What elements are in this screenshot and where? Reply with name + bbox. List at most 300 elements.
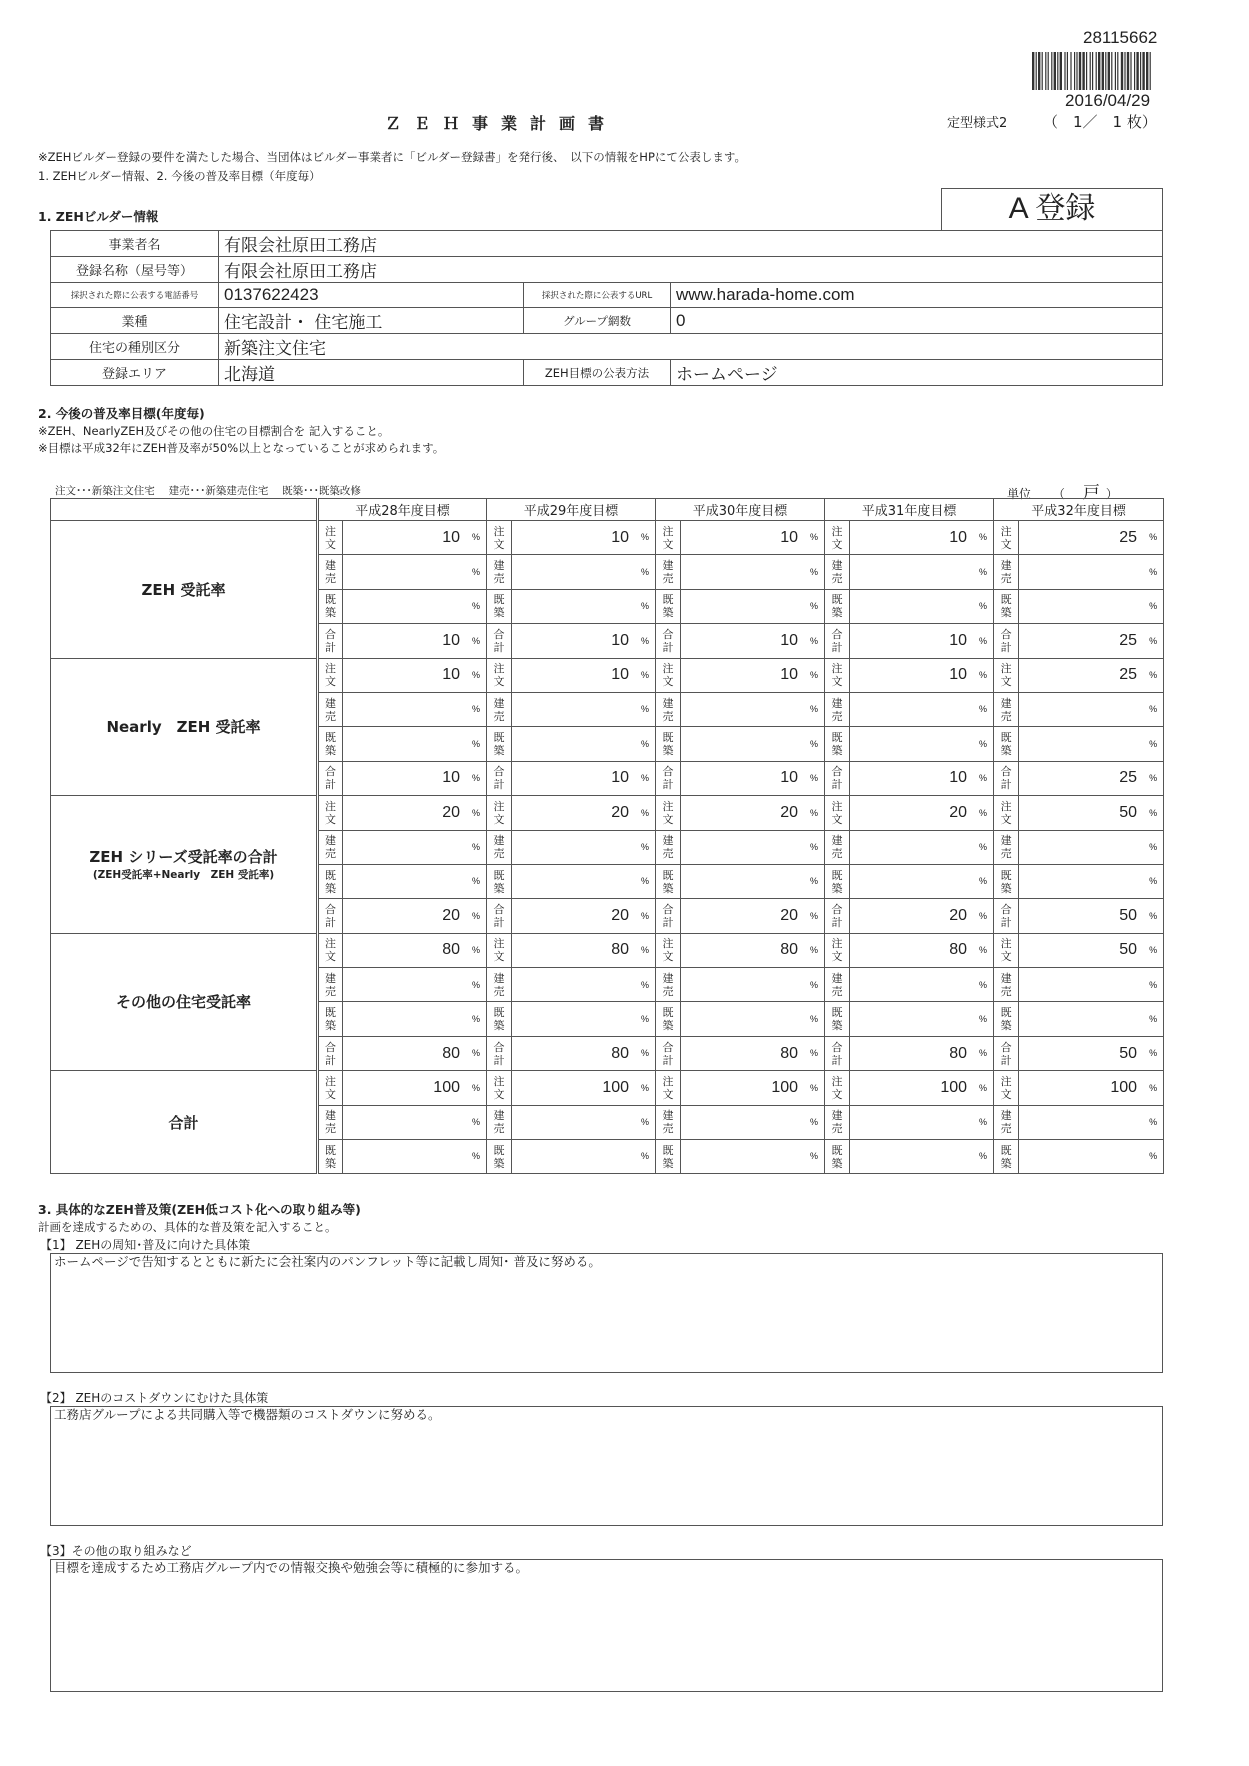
kind-char: 文 <box>325 537 336 551</box>
percent-sign: % <box>810 1151 819 1162</box>
target-value-cell <box>343 796 487 830</box>
kind-char: 築 <box>831 744 843 758</box>
kind-label-order <box>656 658 681 692</box>
kind-char: 計 <box>493 915 505 929</box>
target-value-cell <box>850 1036 994 1070</box>
barcode-bar <box>1038 52 1040 90</box>
target-value-cell <box>850 899 994 933</box>
kind-char: 計 <box>1000 1053 1012 1067</box>
kind-label-order <box>656 521 681 555</box>
kind-label-built <box>994 1105 1019 1139</box>
barcode-bar <box>1115 52 1116 90</box>
kind-label-built <box>994 830 1019 864</box>
section2-note1: ※ZEH、NearlyZEH及びその他の住宅の目標割合を 記入すること。 <box>38 424 390 438</box>
kind-char: 文 <box>1000 537 1012 551</box>
kind-char: 合 <box>1000 765 1012 779</box>
percent-sign: % <box>641 566 650 577</box>
percent-sign: % <box>979 876 988 887</box>
kind-label-built <box>825 555 850 589</box>
percent-sign: % <box>979 1082 988 1093</box>
target-value: 20 <box>611 803 630 821</box>
kind-char: 計 <box>662 1053 674 1067</box>
target-value: 20 <box>442 803 460 821</box>
kind-char: 合 <box>831 627 843 641</box>
kind-char: 売 <box>662 709 674 723</box>
percent-sign: % <box>810 1082 819 1093</box>
kind-char: 建 <box>493 971 505 985</box>
kind-char: 既 <box>325 1143 336 1157</box>
targets-header-row <box>51 499 1164 521</box>
target-value-cell <box>681 933 825 967</box>
percent-sign: % <box>810 1013 819 1024</box>
target-value: 50 <box>1119 1044 1138 1062</box>
target-value-cell <box>681 692 825 726</box>
target-value-cell <box>681 864 825 898</box>
percent-sign: % <box>472 773 481 784</box>
target-value-cell <box>512 899 656 933</box>
percent-sign: % <box>641 1013 650 1024</box>
percent-sign: % <box>472 876 481 887</box>
kind-char: 売 <box>662 1122 674 1136</box>
kind-label-built <box>318 555 343 589</box>
kind-char: 建 <box>1000 696 1012 710</box>
kind-label-existing <box>656 1140 681 1174</box>
registration-badge: A 登録 <box>941 188 1163 230</box>
target-value: 80 <box>442 1044 460 1062</box>
kind-char: 売 <box>1000 572 1012 586</box>
info-row-business <box>51 308 1163 334</box>
kind-char: 注 <box>1000 937 1012 951</box>
kind-char: 合 <box>831 765 843 779</box>
kind-label-total <box>656 761 681 795</box>
targets-row-order <box>51 1071 1164 1105</box>
kind-label-order <box>487 1071 512 1105</box>
target-value-cell <box>681 761 825 795</box>
barcode-bar <box>1060 52 1062 90</box>
kind-label-total <box>318 761 343 795</box>
target-value: 25 <box>1119 631 1138 649</box>
kind-char: 文 <box>662 1087 674 1101</box>
kind-label-built <box>318 1105 343 1139</box>
target-value-cell <box>512 727 656 761</box>
kind-label-order <box>487 933 512 967</box>
target-value-cell <box>343 624 487 658</box>
kind-char: 建 <box>1000 559 1012 573</box>
percent-sign: % <box>641 532 650 543</box>
percent-sign: % <box>979 979 988 990</box>
category-title: ZEH シリーズ受託率の合計 <box>89 848 278 867</box>
kind-label-built <box>487 555 512 589</box>
kind-label-order <box>825 796 850 830</box>
target-value: 50 <box>1119 906 1138 924</box>
kind-label-built <box>487 830 512 864</box>
target-value-cell <box>850 1071 994 1105</box>
target-value-cell <box>681 1105 825 1139</box>
kind-char: 既 <box>831 1143 843 1157</box>
kind-char: 築 <box>325 606 336 620</box>
category-label <box>51 933 318 1071</box>
target-value-cell <box>512 555 656 589</box>
percent-sign: % <box>1149 532 1158 543</box>
barcode-icon <box>1032 52 1212 90</box>
percent-sign: % <box>810 807 819 818</box>
target-value-cell <box>343 727 487 761</box>
target-value-cell <box>850 830 994 864</box>
kind-label-order <box>318 1071 343 1105</box>
kind-char: 計 <box>325 915 336 929</box>
target-value-cell <box>850 521 994 555</box>
barcode-bar <box>1146 52 1148 90</box>
kind-label-total <box>994 624 1019 658</box>
kind-char: 文 <box>493 537 505 551</box>
category-subtitle: (ZEH受託率+Nearly ZEH 受託率) <box>92 869 275 882</box>
kind-char: 計 <box>662 915 674 929</box>
kind-char: 注 <box>1000 799 1012 813</box>
kind-char: 文 <box>831 950 843 964</box>
kind-label-built <box>318 968 343 1002</box>
target-value-cell <box>343 899 487 933</box>
kind-label-order <box>994 796 1019 830</box>
target-value-cell <box>1019 864 1164 898</box>
target-value-cell <box>681 555 825 589</box>
kind-char: 注 <box>831 799 843 813</box>
target-value-cell <box>512 1140 656 1174</box>
strategy-text-3: 目標を達成するため工務店グループ内での情報交換や勉強会等に積極的に参加する。 <box>50 1559 1163 1692</box>
kind-char: 文 <box>325 1087 336 1101</box>
percent-sign: % <box>979 635 988 646</box>
target-value: 50 <box>1119 941 1138 959</box>
kind-char: 合 <box>1000 902 1012 916</box>
barcode-bar <box>1096 52 1097 90</box>
kind-char: 建 <box>831 834 843 848</box>
company-label: 事業者名 <box>51 231 219 257</box>
kind-label-total <box>487 761 512 795</box>
percent-sign: % <box>1149 670 1158 681</box>
unit-open: （ <box>1052 487 1065 501</box>
target-value-cell <box>850 1002 994 1036</box>
target-value-cell <box>512 521 656 555</box>
targets-row-order <box>51 658 1164 692</box>
strategy-text-1: ホームページで告知するとともに新たに会社案内のパンフレット等に記載し周知･ 普及に努める。 <box>50 1253 1163 1373</box>
kind-char: 文 <box>662 950 674 964</box>
kind-label-existing <box>994 1002 1019 1036</box>
kind-char: 計 <box>493 1053 505 1067</box>
kind-char: 建 <box>325 696 336 710</box>
target-value-cell <box>681 968 825 1002</box>
percent-sign: % <box>979 807 988 818</box>
kind-char: 売 <box>1000 847 1012 861</box>
kind-char: 建 <box>831 1109 843 1123</box>
kind-char: 売 <box>325 1122 336 1136</box>
section1-heading: 1. ZEHビルダー情報 <box>38 209 159 224</box>
barcode-bar <box>1079 52 1081 90</box>
kind-char: 築 <box>493 1019 505 1033</box>
kind-char: 既 <box>1000 593 1012 607</box>
kind-char: 文 <box>1000 675 1012 689</box>
target-value: 10 <box>780 631 799 649</box>
kind-label-order <box>825 1071 850 1105</box>
kind-label-existing <box>994 589 1019 623</box>
kind-char: 注 <box>325 524 336 538</box>
percent-sign: % <box>472 945 481 956</box>
year-header: 平成28年度目標 <box>318 499 487 521</box>
kind-char: 既 <box>662 1006 674 1020</box>
kind-label-total <box>487 624 512 658</box>
info-row-housing-type <box>51 334 1163 360</box>
form-number: 定型様式2 <box>947 116 1008 131</box>
target-value: 80 <box>611 941 630 959</box>
kind-char: 計 <box>831 640 843 654</box>
kind-char: 合 <box>325 902 336 916</box>
target-value-cell <box>681 658 825 692</box>
kind-char: 建 <box>831 971 843 985</box>
kind-label-order <box>318 796 343 830</box>
kind-label-total <box>656 624 681 658</box>
document-date: 2016/04/29 <box>1065 91 1151 110</box>
target-value-cell <box>681 1140 825 1174</box>
percent-sign: % <box>1149 566 1158 577</box>
strategy-label-3: 【3】その他の取り組みなど <box>40 1544 192 1558</box>
area-label: 登録エリア <box>51 360 219 386</box>
kind-char: 築 <box>325 744 336 758</box>
target-value: 80 <box>611 1044 630 1062</box>
kind-char: 建 <box>662 559 674 573</box>
barcode-bar <box>1032 52 1034 90</box>
kind-char: 築 <box>493 881 505 895</box>
target-value-cell <box>1019 624 1164 658</box>
info-row-company <box>51 231 1163 257</box>
category-label <box>51 1071 318 1174</box>
percent-sign: % <box>641 807 650 818</box>
kind-label-total <box>825 624 850 658</box>
percent-sign: % <box>472 1151 481 1162</box>
kind-char: 築 <box>831 1019 843 1033</box>
kind-char: 築 <box>662 1019 674 1033</box>
kind-label-order <box>825 933 850 967</box>
percent-sign: % <box>979 532 988 543</box>
kind-char: 合 <box>1000 1040 1012 1054</box>
target-value-cell <box>1019 1105 1164 1139</box>
kind-char: 既 <box>493 1143 505 1157</box>
kind-label-total <box>318 1036 343 1070</box>
percent-sign: % <box>979 1048 988 1059</box>
percent-sign: % <box>810 841 819 852</box>
kind-label-total <box>656 899 681 933</box>
kind-char: 売 <box>493 1122 505 1136</box>
target-value: 80 <box>442 941 460 959</box>
target-value: 20 <box>949 906 968 924</box>
percent-sign: % <box>1149 876 1158 887</box>
kind-label-existing <box>994 727 1019 761</box>
kind-char: 建 <box>831 696 843 710</box>
target-value-cell <box>1019 521 1164 555</box>
target-value-cell <box>343 968 487 1002</box>
kind-char: 注 <box>1000 662 1012 676</box>
kind-label-existing <box>318 1140 343 1174</box>
kind-char: 既 <box>662 731 674 745</box>
barcode-bar <box>1048 52 1049 90</box>
housing-type-legend: 注文･･･新築注文住宅 建売･･･新築建売住宅 既築･･･既築改修 <box>55 485 361 497</box>
url-label: 採択された際に公表するURL <box>524 283 671 308</box>
percent-sign: % <box>810 635 819 646</box>
year-header: 平成29年度目標 <box>487 499 656 521</box>
kind-char: 計 <box>831 915 843 929</box>
kind-char: 建 <box>1000 971 1012 985</box>
kind-char: 売 <box>493 572 505 586</box>
target-value-cell <box>343 521 487 555</box>
kind-char: 合 <box>662 765 674 779</box>
kind-char: 合 <box>325 765 336 779</box>
kind-char: 文 <box>1000 812 1012 826</box>
target-value-cell <box>1019 692 1164 726</box>
target-value: 10 <box>949 666 968 684</box>
percent-sign: % <box>641 1082 650 1093</box>
kind-char: 合 <box>493 765 505 779</box>
target-value-cell <box>343 1002 487 1036</box>
targets-row-order <box>51 933 1164 967</box>
kind-char: 築 <box>493 744 505 758</box>
target-value-cell <box>512 1002 656 1036</box>
kind-char: 注 <box>325 1074 336 1088</box>
kind-label-built <box>825 968 850 1002</box>
info-row-phone-url <box>51 283 1163 308</box>
kind-char: 建 <box>1000 1109 1012 1123</box>
kind-char: 合 <box>493 902 505 916</box>
target-value-cell <box>850 555 994 589</box>
percent-sign: % <box>472 979 481 990</box>
percent-sign: % <box>472 1048 481 1059</box>
target-value-cell <box>1019 589 1164 623</box>
kind-label-built <box>656 555 681 589</box>
kind-label-existing <box>318 727 343 761</box>
kind-label-order <box>656 933 681 967</box>
barcode-bar <box>1134 52 1135 90</box>
target-value-cell <box>1019 658 1164 692</box>
kind-char: 計 <box>325 640 336 654</box>
kind-char: 文 <box>325 950 336 964</box>
target-value: 10 <box>780 666 799 684</box>
percent-sign: % <box>641 910 650 921</box>
barcode-bar <box>1090 52 1091 90</box>
barcode-bar <box>1082 52 1084 90</box>
kind-char: 売 <box>1000 984 1012 998</box>
publish-method-value: ホームページ <box>671 360 1163 386</box>
area-value: 北海道 <box>219 360 524 386</box>
kind-char: 建 <box>325 1109 336 1123</box>
kind-label-built <box>825 830 850 864</box>
target-value-cell <box>512 761 656 795</box>
percent-sign: % <box>979 704 988 715</box>
kind-char: 売 <box>831 709 843 723</box>
kind-char: 建 <box>662 1109 674 1123</box>
kind-char: 既 <box>325 593 336 607</box>
barcode-bar <box>1051 52 1052 90</box>
kind-label-order <box>994 658 1019 692</box>
kind-char: 築 <box>1000 606 1012 620</box>
kind-char: 注 <box>493 1074 505 1088</box>
target-value-cell <box>343 1036 487 1070</box>
business-label: 業種 <box>51 308 219 334</box>
target-value-cell <box>1019 899 1164 933</box>
target-value-cell <box>512 968 656 1002</box>
percent-sign: % <box>1149 635 1158 646</box>
business-value: 住宅設計・ 住宅施工 <box>219 308 524 334</box>
info-row-reg-name <box>51 257 1163 283</box>
target-value: 10 <box>780 528 799 546</box>
kind-char: 建 <box>493 696 505 710</box>
kind-char: 合 <box>493 1040 505 1054</box>
kind-char: 建 <box>325 559 336 573</box>
kind-char: 注 <box>831 1074 843 1088</box>
target-value: 10 <box>611 769 630 787</box>
kind-label-total <box>825 761 850 795</box>
percent-sign: % <box>1149 738 1158 749</box>
target-value-cell <box>1019 830 1164 864</box>
kind-char: 文 <box>831 537 843 551</box>
percent-sign: % <box>1149 1151 1158 1162</box>
kind-label-built <box>825 1105 850 1139</box>
percent-sign: % <box>979 841 988 852</box>
kind-char: 計 <box>493 640 505 654</box>
kind-label-total <box>487 899 512 933</box>
kind-label-existing <box>487 1140 512 1174</box>
kind-char: 築 <box>662 1156 674 1170</box>
kind-char: 既 <box>831 868 843 882</box>
kind-label-built <box>656 830 681 864</box>
target-value-cell <box>850 968 994 1002</box>
percent-sign: % <box>472 1013 481 1024</box>
target-value-cell <box>343 933 487 967</box>
percent-sign: % <box>1149 945 1158 956</box>
kind-label-total <box>487 1036 512 1070</box>
kind-char: 注 <box>493 799 505 813</box>
percent-sign: % <box>810 601 819 612</box>
kind-char: 築 <box>325 1156 336 1170</box>
percent-sign: % <box>641 1048 650 1059</box>
target-value-cell <box>681 521 825 555</box>
kind-char: 既 <box>662 1143 674 1157</box>
kind-char: 注 <box>662 662 674 676</box>
percent-sign: % <box>641 601 650 612</box>
percent-sign: % <box>472 910 481 921</box>
kind-char: 文 <box>493 950 505 964</box>
kind-char: 建 <box>493 559 505 573</box>
kind-char: 築 <box>831 1156 843 1170</box>
kind-label-existing <box>656 589 681 623</box>
kind-label-existing <box>825 727 850 761</box>
kind-label-existing <box>825 589 850 623</box>
target-value: 10 <box>442 631 460 649</box>
year-header: 平成31年度目標 <box>825 499 994 521</box>
kind-label-existing <box>487 589 512 623</box>
kind-char: 売 <box>1000 709 1012 723</box>
kind-label-built <box>994 968 1019 1002</box>
category-title: ZEH 受託率 <box>141 580 226 599</box>
target-value: 20 <box>780 803 799 821</box>
target-value-cell <box>343 658 487 692</box>
target-value: 80 <box>780 1044 799 1062</box>
barcode-bar <box>1067 52 1068 90</box>
kind-char: 既 <box>325 868 336 882</box>
target-value-cell <box>343 830 487 864</box>
kind-char: 既 <box>831 593 843 607</box>
target-value-cell <box>343 692 487 726</box>
barcode-bar <box>1102 52 1104 90</box>
kind-label-order <box>656 1071 681 1105</box>
target-value: 10 <box>442 666 460 684</box>
percent-sign: % <box>1149 979 1158 990</box>
barcode-bar <box>1092 52 1093 90</box>
